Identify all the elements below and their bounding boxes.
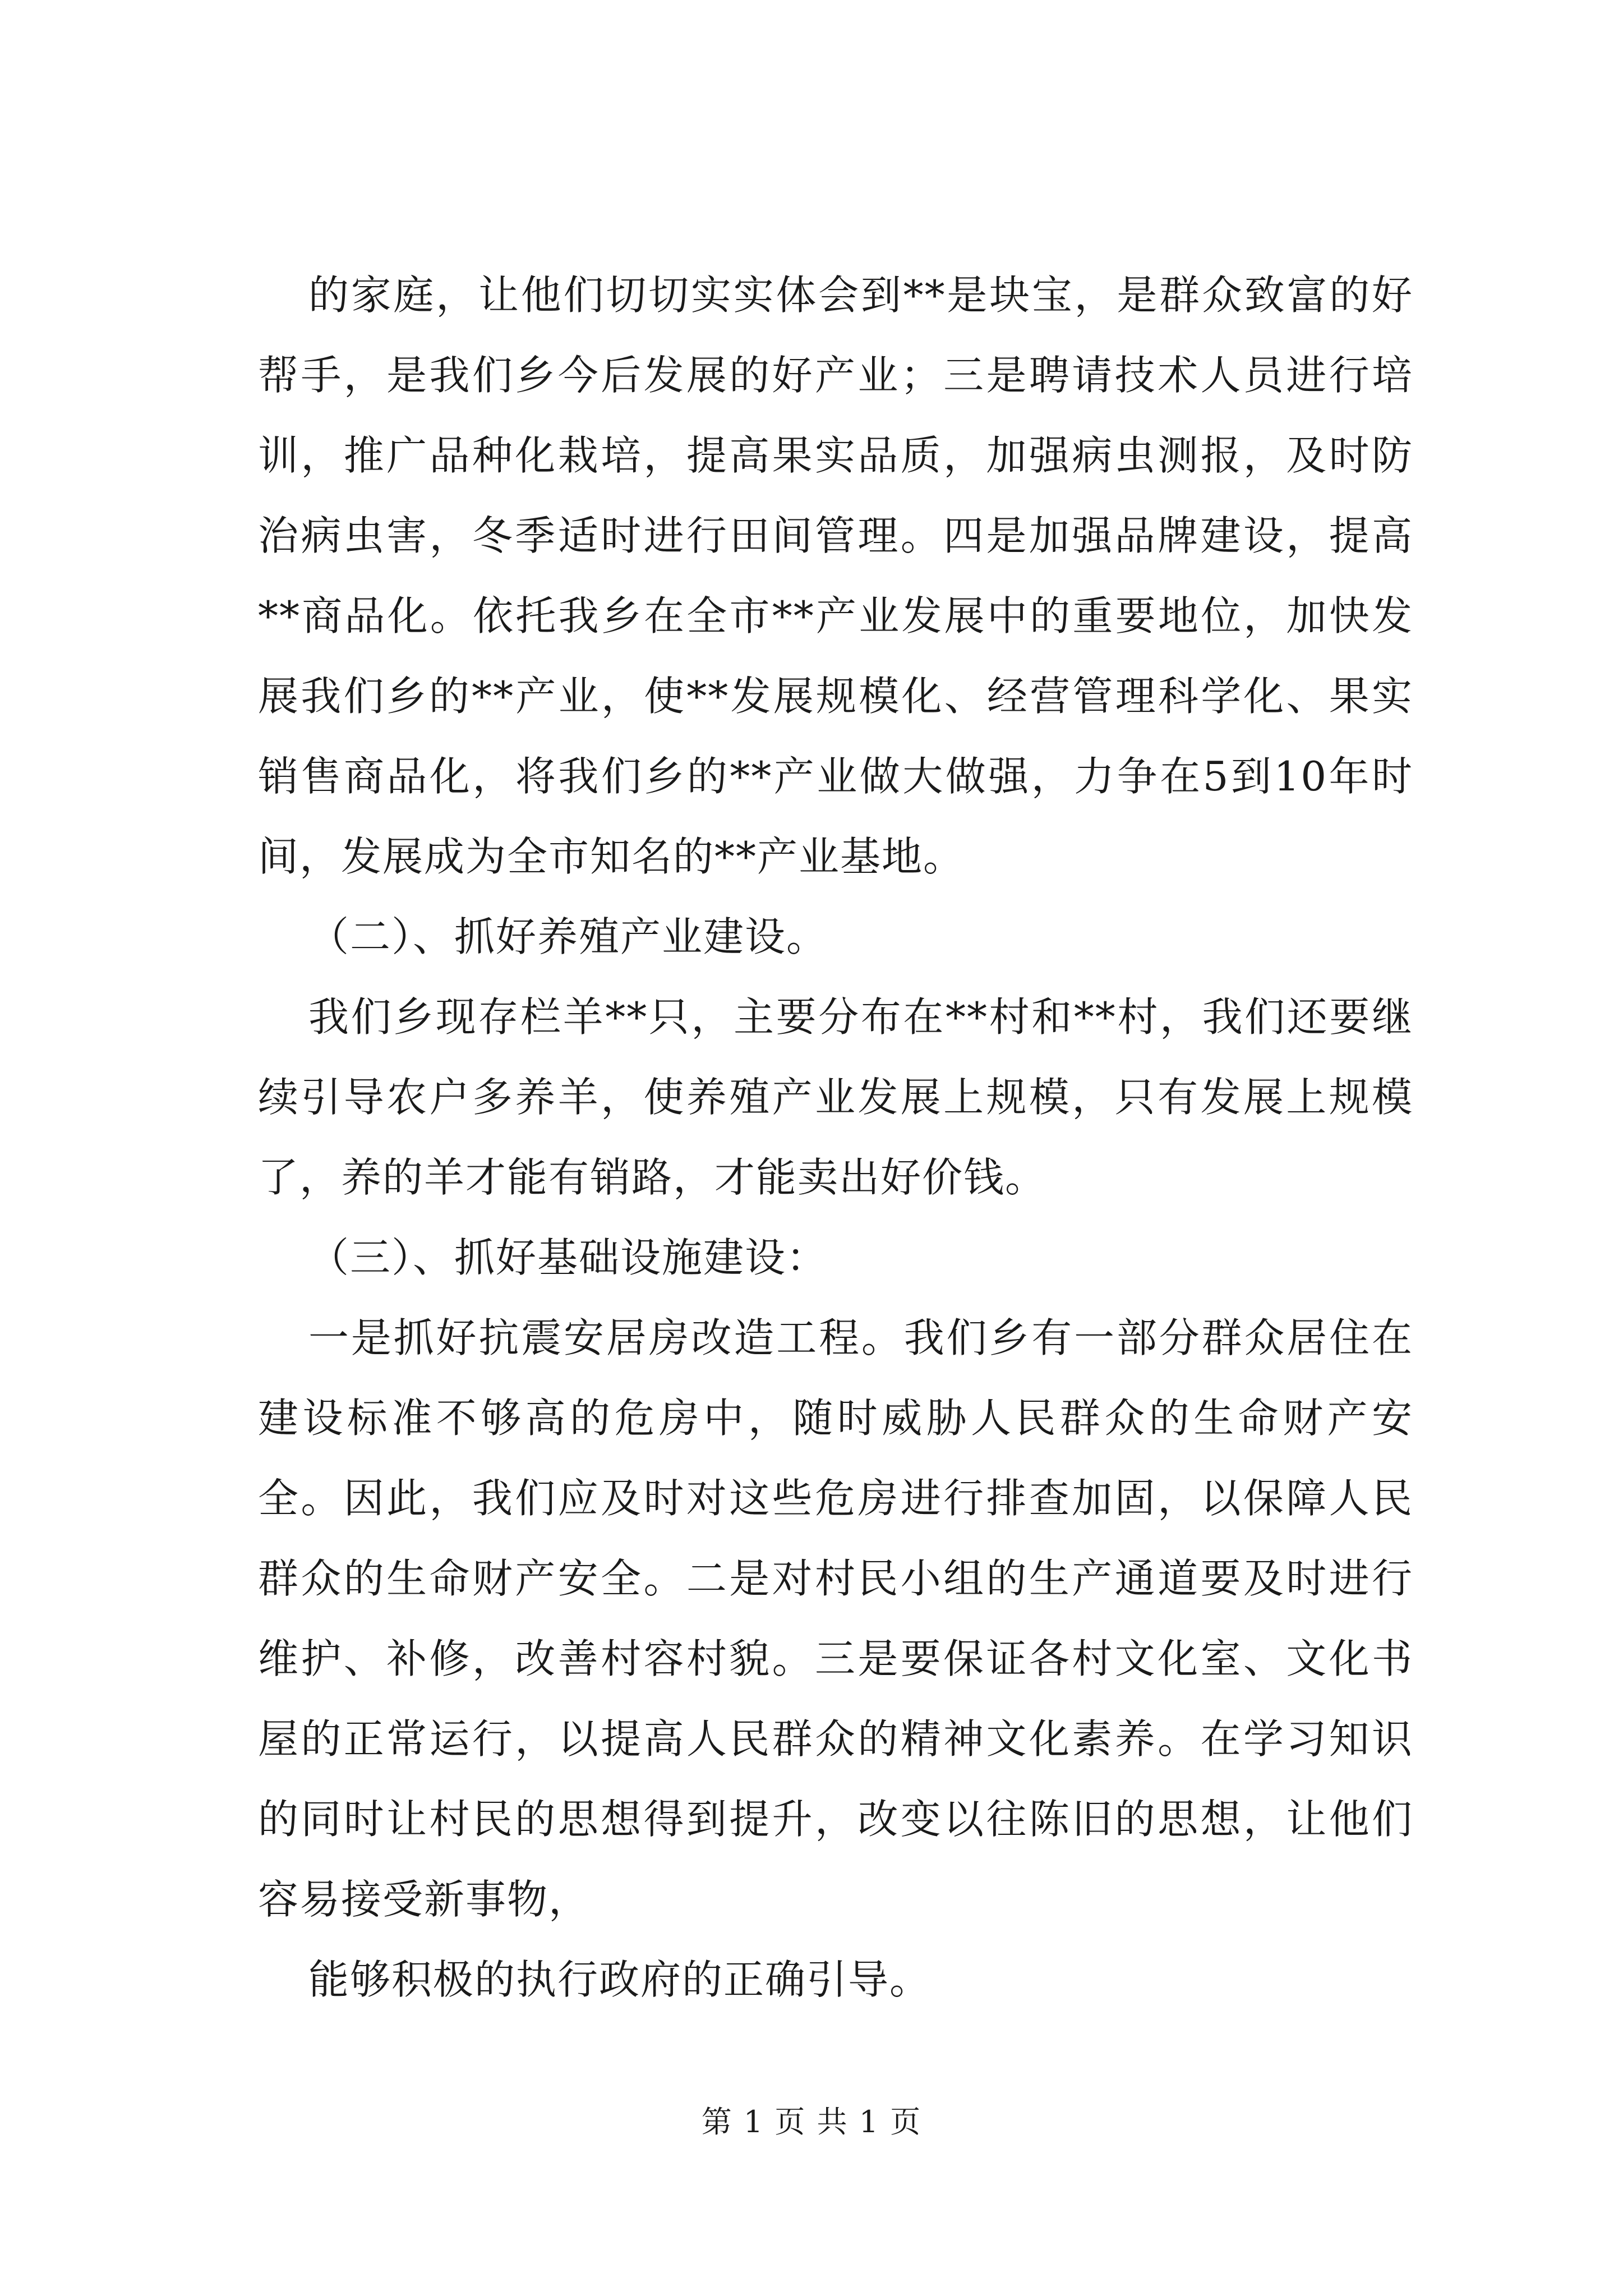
section-heading-breeding: （二）、抓好养殖产业建设。 [308,913,828,960]
paragraph-closing: 能够积极的执行政府的正确引导。 [308,1956,932,2003]
paragraph-sheep-breeding: 我们乡现存栏羊**只，主要分布在**村和**村，我们还要继续引导农户多养羊，使养殖产业发展上规模，只有发展上规模了，养的羊才能有销路，才能卖出好价钱。 [258,993,1413,1201]
page-number-footer: 第 1 页 共 1 页 [701,2104,922,2139]
document-body [258,255,1413,2020]
paragraph-infrastructure: 一是抓好抗震安居房改造工程。我们乡有一部分群众居住在建设标准不够高的危房中，随时威胁人民群众的生命财产安全。因此，我们应及时对这些危房进行排查加固，以保障人民群众的生命财产安全。二是对村民小组的生产通道要及时进行维护、补修，改善村容村貌。三是要保证各村文化室、文化书屋的正常运行，以提高人民群众的精神文化素养。在学习知识的同时让村民的思想得到提升，改变以往陈旧的思想，让他们容易接受新事物， [258,1314,1413,1923]
section-heading-infrastructure: （三）、抓好基础设施建设： [308,1234,828,1281]
paragraph-fruit-industry: 的家庭，让他们切切实实体会到**是块宝，是群众致富的好帮手，是我们乡今后发展的好产业；三是聘请技术人员进行培训，推广品种化栽培，提高果实品质，加强病虫测报，及时防治病虫害，冬季适时进行田间管理。四是加强品牌建设，提高**商品化。依托我乡在全市**产业发展中的重要地位，加快发展我们乡的**产业，使**发展规模化、经营管理科学化、果实销售商品化，将我们乡的**产业做大做强，力争在5到10年时间，发展成为全市知名的**产业基地。 [258,272,1413,880]
